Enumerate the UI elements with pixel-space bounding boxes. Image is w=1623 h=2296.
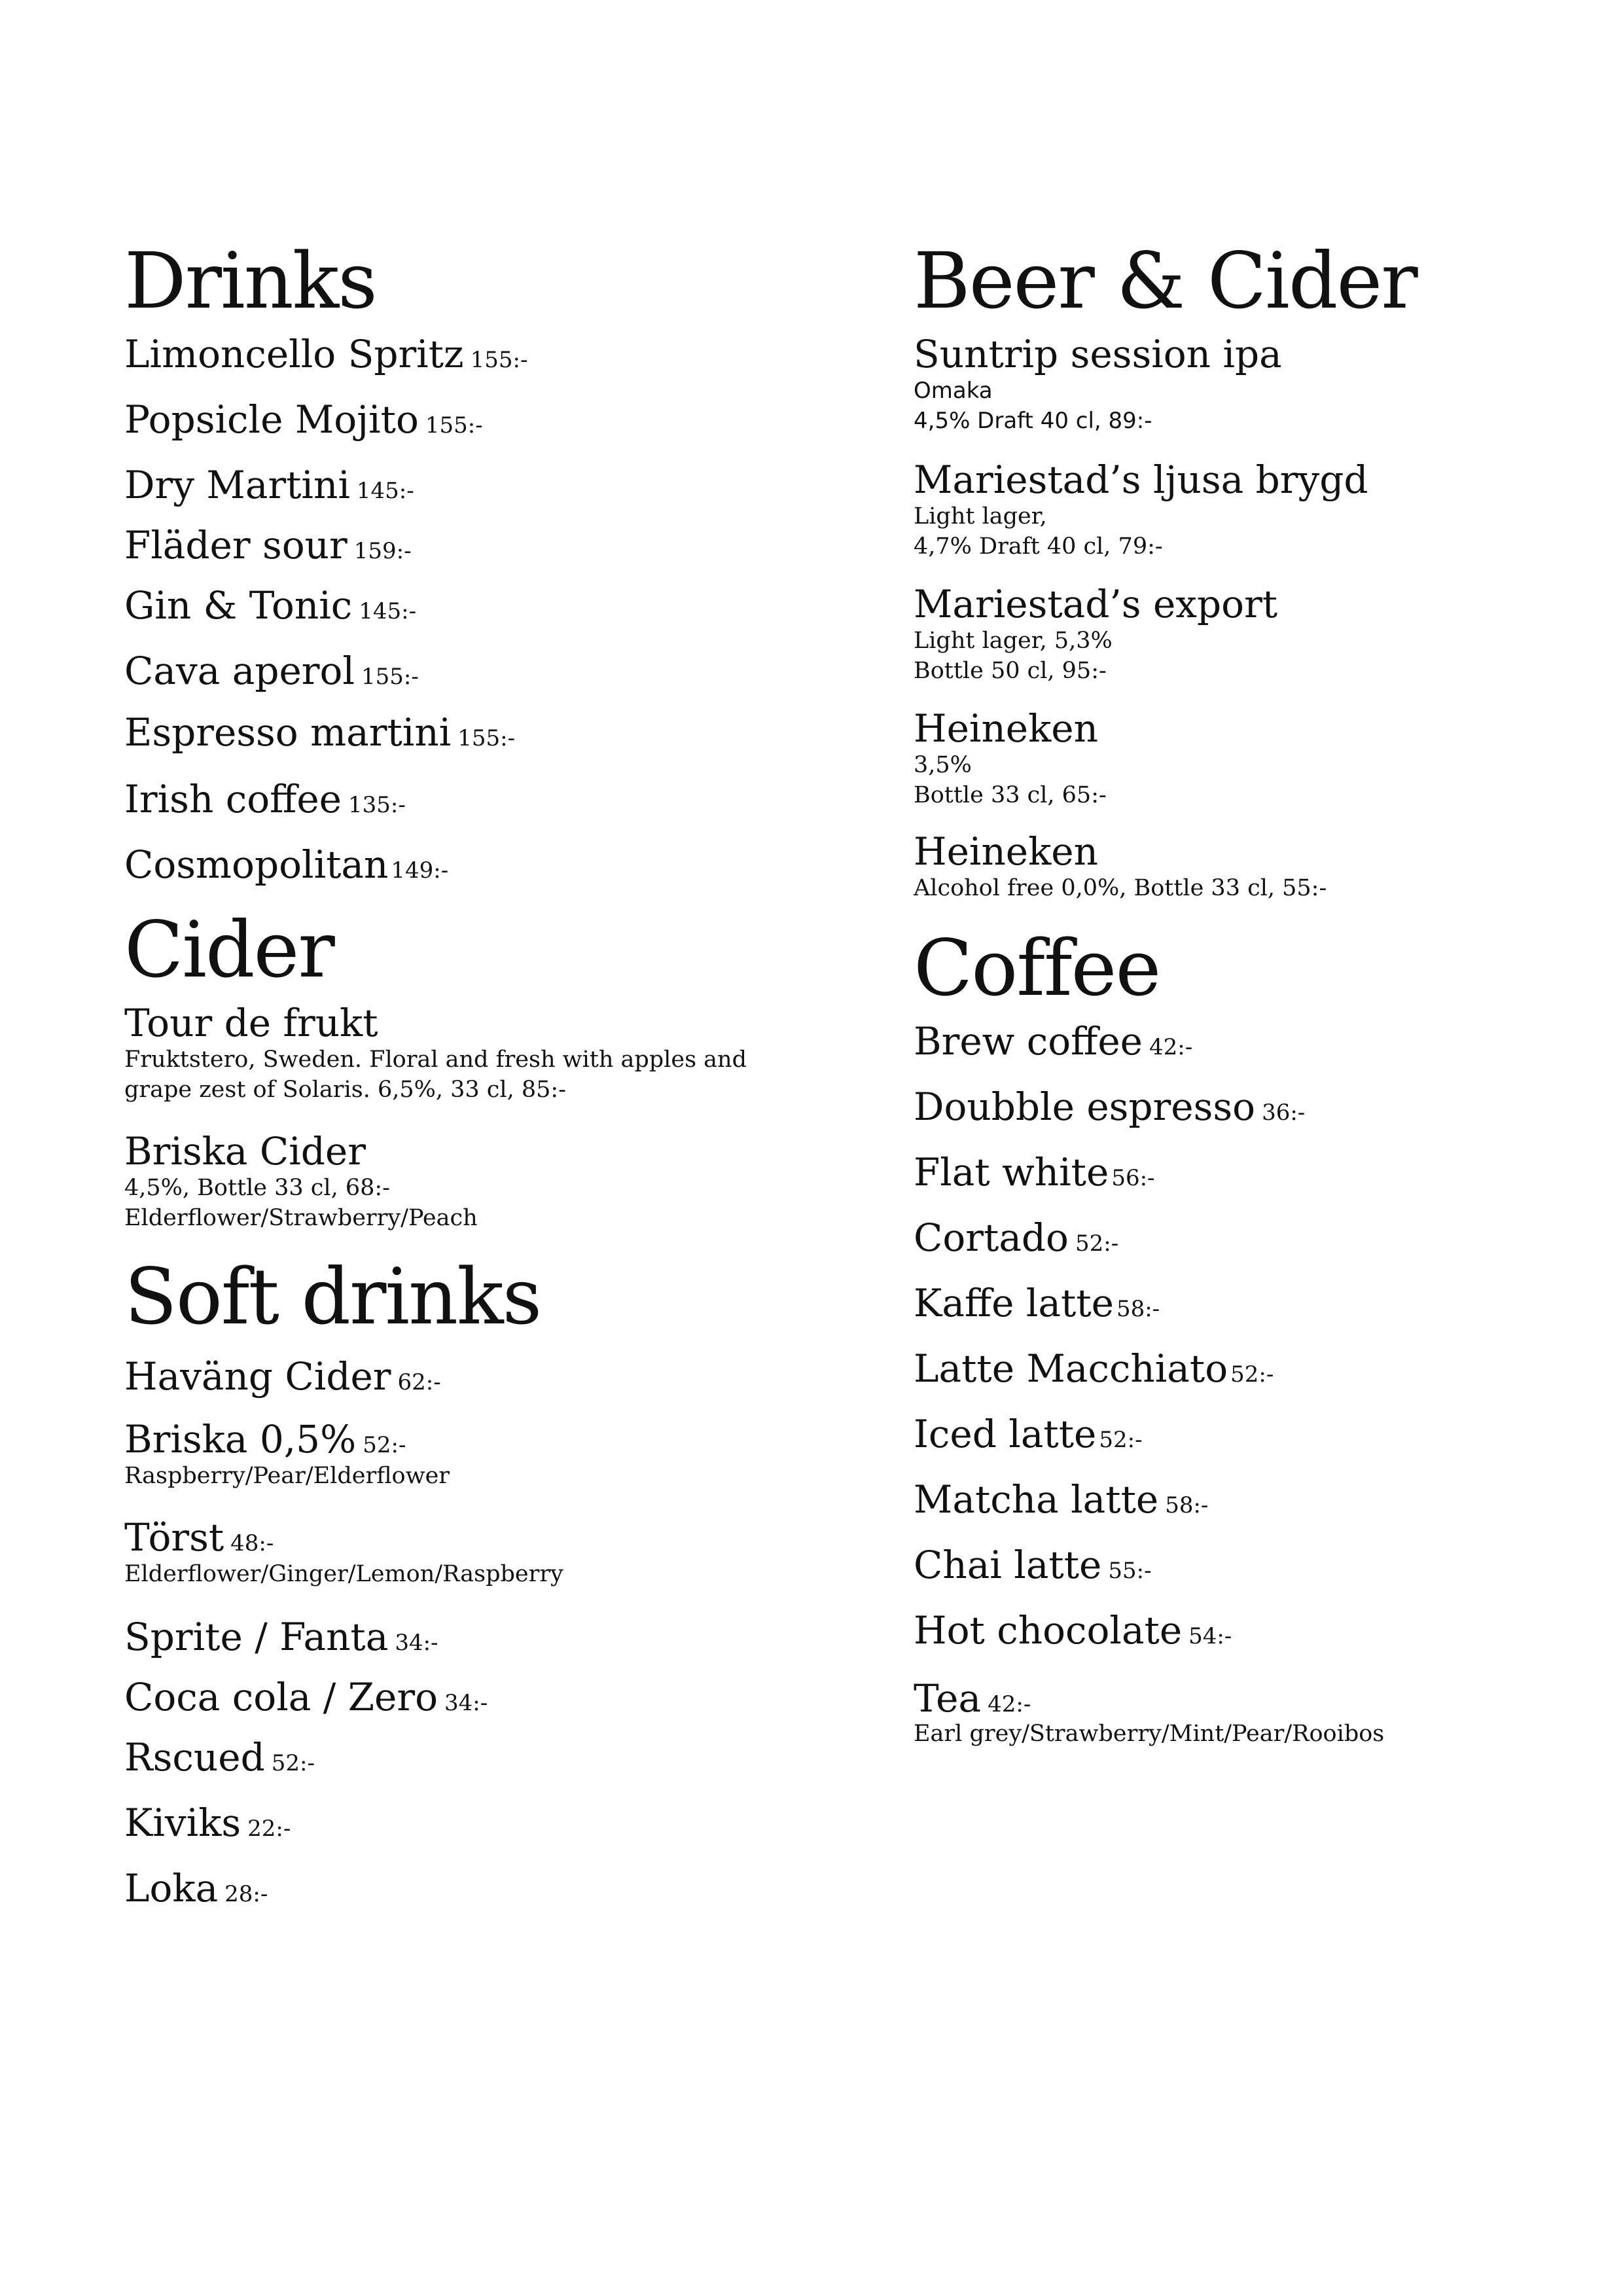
item-name: Loka	[124, 1866, 219, 1910]
item-desc: Raspberry/Pear/Elderflower	[124, 1463, 450, 1489]
item-name: Briska Cider	[124, 1129, 366, 1174]
item-desc: 4,5%, Bottle 33 cl, 68:-	[124, 1175, 390, 1201]
menu-item	[124, 842, 449, 887]
item-price: 22:-	[247, 1816, 291, 1842]
item-name: Irish coffee	[124, 777, 342, 821]
menu-item	[914, 1150, 1155, 1194]
menu-item	[124, 1515, 274, 1560]
item-desc: Bottle 50 cl, 95:-	[914, 658, 1107, 684]
item-name: Fläder sour	[124, 523, 348, 567]
item-name: Cosmopolitan	[124, 842, 389, 887]
item-price: 28:-	[224, 1881, 268, 1907]
item-name: Haväng Cider	[124, 1354, 391, 1399]
item-name: Mariestad’s export	[914, 582, 1278, 626]
item-price: 145:-	[359, 598, 417, 624]
item-price: 155:-	[457, 725, 516, 751]
item-name: Matcha latte	[914, 1477, 1159, 1522]
item-desc: grape zest of Solaris. 6,5%, 33 cl, 85:-	[124, 1077, 566, 1103]
menu-item	[124, 1417, 406, 1462]
item-name: Coca cola / Zero	[124, 1675, 438, 1719]
menu-item	[124, 1675, 488, 1719]
cider-heading: Cider	[124, 905, 334, 995]
item-price: 42:-	[988, 1691, 1031, 1717]
item-name: Briska 0,5%	[124, 1417, 357, 1462]
item-name: Iced latte	[914, 1412, 1097, 1456]
menu-item	[124, 1866, 268, 1910]
item-desc: Light lager, 5,3%	[914, 628, 1113, 654]
item-name: Chai latte	[914, 1543, 1102, 1587]
item-price: 55:-	[1108, 1558, 1152, 1584]
menu-item	[124, 583, 417, 628]
item-desc: Elderflower/Strawberry/Peach	[124, 1205, 478, 1231]
menu-item	[124, 777, 406, 821]
item-desc: 4,7% Draft 40 cl, 79:-	[914, 533, 1163, 560]
item-name: Suntrip session ipa	[914, 332, 1282, 376]
menu-item	[124, 463, 414, 507]
item-name: Törst	[124, 1515, 224, 1560]
item-name: Flat white	[914, 1150, 1109, 1194]
beer-cider-heading: Beer & Cider	[914, 236, 1417, 326]
item-name: Popsicle Mojito	[124, 397, 419, 442]
item-price: 149:-	[391, 857, 449, 884]
item-price: 56:-	[1111, 1165, 1155, 1191]
item-price: 155:-	[425, 412, 483, 439]
item-price: 58:-	[1116, 1296, 1160, 1322]
coffee-heading: Coffee	[914, 923, 1160, 1013]
drinks-heading: Drinks	[124, 236, 376, 326]
item-name: Gin & Tonic	[124, 583, 353, 628]
item-desc: Light lager,	[914, 503, 1047, 529]
menu-item	[124, 523, 412, 567]
item-name: Tea	[914, 1676, 982, 1721]
item-price: 135:-	[348, 792, 406, 818]
soft-drinks-heading: Soft drinks	[124, 1251, 541, 1342]
menu-item	[124, 649, 419, 693]
item-price: 52:-	[363, 1432, 406, 1458]
item-price: 52:-	[1099, 1427, 1143, 1453]
item-name: Espresso martini	[124, 710, 452, 755]
item-price: 54:-	[1188, 1623, 1232, 1649]
item-price: 34:-	[395, 1630, 438, 1656]
item-name: Cava aperol	[124, 649, 355, 693]
item-desc: Bottle 33 cl, 65:-	[914, 782, 1107, 808]
menu-item	[124, 1801, 291, 1845]
menu-item	[914, 1019, 1193, 1064]
item-desc: Omaka	[914, 378, 993, 404]
item-name: Doubble espresso	[914, 1085, 1256, 1129]
item-price: 62:-	[397, 1369, 441, 1395]
item-price: 155:-	[470, 347, 528, 373]
menu-item	[124, 397, 483, 442]
item-name: Tour de frukt	[124, 1001, 378, 1045]
item-name: Latte Macchiato	[914, 1346, 1228, 1391]
menu-item	[914, 1676, 1031, 1721]
item-name: Limoncello Spritz	[124, 332, 464, 376]
menu-item	[124, 1735, 315, 1780]
item-price: 42:-	[1149, 1034, 1193, 1060]
item-desc: Earl grey/Strawberry/Mint/Pear/Rooibos	[914, 1721, 1385, 1747]
item-price: 145:-	[356, 478, 414, 504]
item-name: Kiviks	[124, 1801, 241, 1845]
menu-item	[914, 1412, 1143, 1456]
menu-item	[914, 1346, 1274, 1391]
item-price: 159:-	[353, 538, 412, 564]
item-name: Sprite / Fanta	[124, 1615, 389, 1659]
item-price: 52:-	[271, 1750, 315, 1776]
item-name: Cortado	[914, 1215, 1069, 1260]
item-name: Dry Martini	[124, 463, 350, 507]
item-price: 36:-	[1262, 1100, 1306, 1126]
menu-item	[914, 1085, 1306, 1129]
item-desc: Elderflower/Ginger/Lemon/Raspberry	[124, 1561, 563, 1587]
menu-item	[914, 1215, 1119, 1260]
item-name: Mariestad’s ljusa brygd	[914, 457, 1368, 502]
item-name: Kaffe latte	[914, 1281, 1114, 1325]
item-name: Rscued	[124, 1735, 265, 1780]
item-price: 58:-	[1165, 1492, 1209, 1518]
item-price: 48:-	[230, 1530, 274, 1556]
menu-item	[124, 1354, 441, 1399]
item-price: 52:-	[1230, 1361, 1274, 1388]
menu-item	[124, 1615, 438, 1659]
item-name: Brew coffee	[914, 1019, 1143, 1064]
item-price: 155:-	[361, 664, 419, 690]
menu-item	[914, 1543, 1152, 1587]
menu-item	[124, 332, 528, 376]
menu-item	[124, 710, 516, 755]
item-name: Heineken	[914, 829, 1098, 874]
item-name: Heineken	[914, 706, 1098, 751]
menu-item	[914, 1608, 1232, 1653]
item-price: 34:-	[444, 1690, 488, 1716]
menu-item	[914, 1281, 1160, 1325]
item-price: 52:-	[1075, 1230, 1119, 1257]
item-desc: Fruktstero, Sweden. Floral and fresh with apples and	[124, 1047, 747, 1073]
item-desc: Alcohol free 0,0%, Bottle 33 cl, 55:-	[914, 875, 1327, 901]
item-name: Hot chocolate	[914, 1608, 1183, 1653]
menu-item	[914, 1477, 1209, 1522]
item-desc: 4,5% Draft 40 cl, 89:-	[914, 408, 1152, 434]
item-desc: 3,5%	[914, 752, 972, 778]
